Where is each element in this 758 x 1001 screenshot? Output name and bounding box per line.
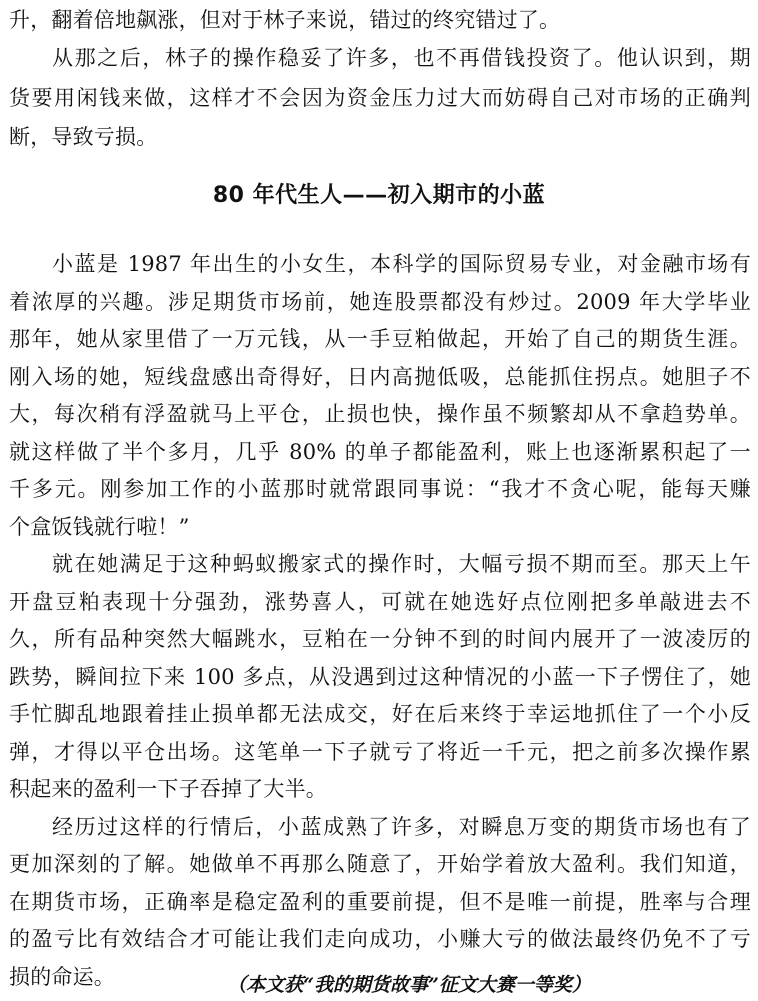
paragraph-line: 千多元。刚参加工作的小蓝那时就常跟同事说：“我才不贪心呢，能每天赚 — [9, 477, 751, 501]
paragraph-line: 手忙脚乱地跟着挂止损单都无法成交，好在后来终于幸运地抓住了一个小反 — [9, 702, 751, 726]
paragraph-line: 断，导致亏损。 — [9, 125, 158, 149]
paragraph-line: 个盒饭钱就行啦！” — [9, 514, 190, 539]
paragraph-line: 跌势，瞬间拉下来 100 多点，从没遇到过这种情况的小蓝一下子愣住了，她 — [9, 664, 751, 689]
paragraph-line: 就这样做了半个多月，几乎 80% 的单子都能盈利，账上也逐渐累积起了一 — [9, 439, 751, 464]
paragraph-line: 更加深刻的了解。她做单不再那么随意了，开始学着放大盈利。我们知道， — [9, 852, 751, 876]
paragraph-line: 损的命运。 — [9, 965, 115, 989]
paragraph-line: 小蓝是 1987 年出生的小女生，本科学的国际贸易专业，对金融市场有 — [52, 252, 751, 276]
paragraph-line: 着浓厚的兴趣。涉足期货市场前，她连股票都没有炒过。2009 年大学毕业 — [9, 289, 751, 314]
paragraph-line: 大，每次稍有浮盈就马上平仓，止损也快，操作虽不频繁却从不拿趋势单。 — [9, 402, 751, 426]
paragraph-line: 经历过这样的行情后，小蓝成熟了许多，对瞬息万变的期货市场也有了 — [52, 815, 751, 839]
paragraph-line: 刚入场的她，短线盘感出奇得好，日内高抛低吸，总能抓住拐点。她胆子不 — [9, 364, 751, 389]
paragraph-line: 的盈亏比有效结合才可能让我们走向成功，小赚大亏的做法最终仍免不了亏 — [9, 927, 751, 951]
award-note: （本文获“我的期货故事”征文大赛一等奖） — [227, 974, 591, 996]
paragraph-line: 开盘豆粕表现十分强劲，涨势喜人，可就在她选好点位刚把多单敲进去不 — [9, 589, 751, 614]
paragraph-line: 升，翻着倍地飙涨，但对于林子来说，错过的终究错过了。 — [9, 8, 561, 32]
paragraph-line: 就在她满足于这种蚂蚁搬家式的操作时，大幅亏损不期而至。那天上午 — [52, 552, 751, 576]
paragraph-line: 在期货市场，正确率是稳定盈利的重要前提，但不是唯一前提，胜率与合理 — [9, 890, 751, 914]
paragraph-line: 久，所有品种突然大幅跳水，豆粕在一分钟不到的时间内展开了一波凌厉的 — [9, 627, 751, 651]
paragraph-line: 弹，才得以平仓出场。这笔单一下子就亏了将近一千元，把之前多次操作累 — [9, 739, 751, 764]
paragraph-line: 积起来的盈利一下子吞掉了大半。 — [9, 777, 327, 801]
paragraph-line: 那年，她从家里借了一万元钱，从一手豆粕做起，开始了自己的期货生涯。 — [9, 327, 751, 351]
paragraph-line: 货要用闲钱来做，这样才不会因为资金压力过大而妨碍自己对市场的正确判 — [9, 86, 751, 110]
paragraph-line: 从那之后，林子的操作稳妥了许多，也不再借钱投资了。他认识到，期 — [52, 46, 751, 70]
section-title: 80 年代生人——初入期市的小蓝 — [212, 183, 546, 208]
